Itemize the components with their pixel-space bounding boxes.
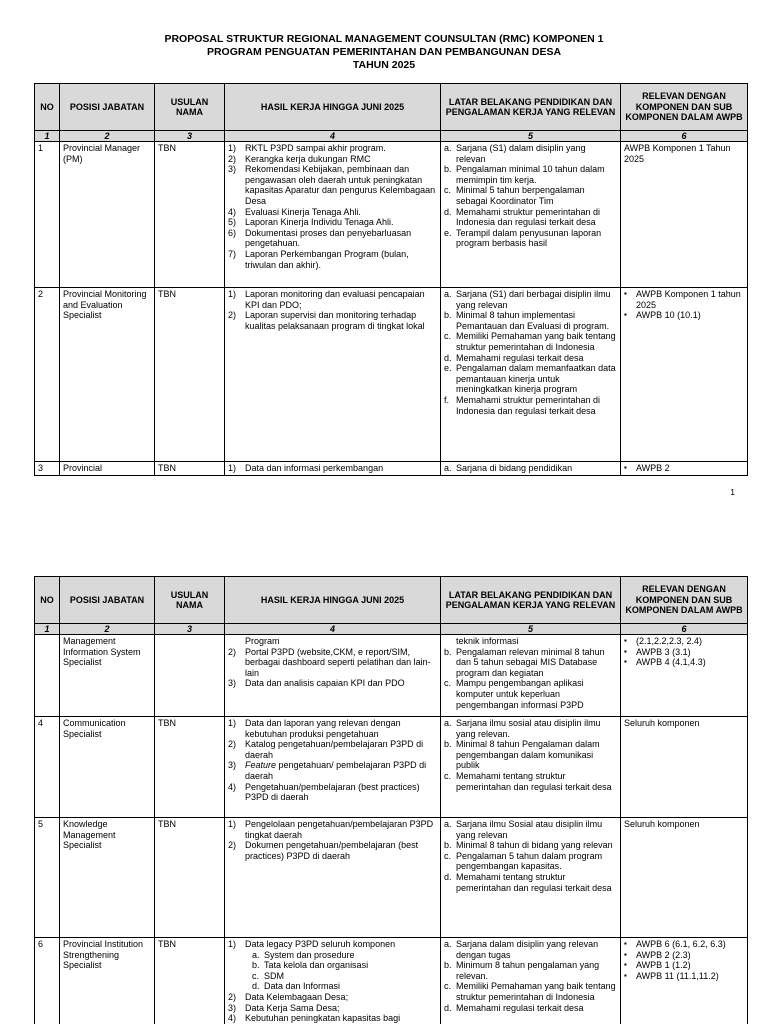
list-marker: e. <box>444 227 452 238</box>
list-item <box>228 782 437 803</box>
table-row <box>35 142 748 288</box>
table-row <box>35 288 748 462</box>
list-text: teknik informasi <box>456 636 519 646</box>
column-number-row <box>35 131 748 142</box>
page-number: 1 <box>730 487 735 497</box>
cell-no: 4 <box>35 717 60 818</box>
cell-position: Provincial Manager (PM) <box>60 142 155 288</box>
list-item <box>444 718 617 739</box>
list-text: Data dan informasi perkembangan <box>245 463 384 473</box>
list-item <box>444 872 617 893</box>
list-item <box>252 981 437 992</box>
list-item <box>444 771 617 792</box>
col-number: 5 <box>441 131 621 142</box>
list-marker: 4) <box>228 206 237 217</box>
list-text: System dan prosedure <box>264 949 355 960</box>
list-text: Mampu pengembangan aplikasi komputer untuk keperluan pengembangan informasi P3PD <box>456 678 584 710</box>
list-marker: 2) <box>228 739 237 750</box>
col-number: 6 <box>621 131 748 142</box>
list-text: Minimal 8 tahun implementasi Pemantauan dan Evaluasi di program. <box>456 310 610 331</box>
header-position: POSISI JABATAN <box>60 577 155 624</box>
item-list <box>228 939 437 950</box>
item-list <box>444 718 617 792</box>
list-text: Dokumen pengetahuan/pembelajaran (best practices) P3PD di daerah <box>245 840 419 861</box>
cell-name: TBN <box>155 818 225 938</box>
list-item <box>228 647 437 679</box>
list-marker: a. <box>444 939 452 949</box>
list-item <box>444 840 617 851</box>
cell-background <box>441 288 621 462</box>
list-text: AWPB 4 (4.1,4.3) <box>636 657 706 668</box>
list-item <box>228 718 437 739</box>
table-row <box>35 938 748 1024</box>
list-item <box>444 143 617 164</box>
table-row <box>35 635 748 717</box>
table-row <box>35 818 748 938</box>
cell-results <box>225 717 441 818</box>
list-text: Minimal 8 tahun Pengalaman dalam pengembangan dalam komunikasi publik <box>456 739 600 771</box>
cell-awpb <box>621 288 748 462</box>
col-number: 1 <box>35 131 60 142</box>
list-item <box>228 1013 437 1024</box>
list-item <box>444 331 617 352</box>
list-marker: c. <box>444 185 452 196</box>
list-item <box>444 185 617 206</box>
list-marker: d. <box>252 981 260 992</box>
list-item <box>228 739 437 760</box>
document-page-2 <box>0 548 768 1024</box>
col-number: 3 <box>155 131 225 142</box>
list-item <box>444 678 617 710</box>
table-header-row <box>35 84 748 131</box>
list-text: Sarjana (S1) dari berbagai disiplin ilmu yang relevan <box>456 289 611 310</box>
item-list <box>228 992 437 1024</box>
list-marker: d. <box>444 352 452 363</box>
item-list <box>228 463 437 474</box>
structure-table-page-1 <box>34 83 748 476</box>
list-item <box>444 395 617 416</box>
list-text: Tata kelola dan organisasi <box>264 960 369 971</box>
list-text: Pengalaman 5 tahun dalam program pengembangan kapasitas. <box>456 850 603 872</box>
list-text: Data legacy P3PD seluruh komponen <box>245 939 396 949</box>
cell-results <box>225 142 441 288</box>
item-list <box>228 819 437 861</box>
header-awpb: RELEVAN DENGAN KOMPONEN DAN SUB KOMPONEN DALAM AWPB <box>621 84 748 131</box>
item-list <box>228 289 437 331</box>
structure-table-page-2 <box>34 576 748 1024</box>
list-marker: 3) <box>228 760 237 771</box>
list-text: Sarjana ilmu sosial atau disiplin ilmu yang relevan. <box>456 718 601 739</box>
list-item <box>228 249 437 270</box>
title-line-2: PROGRAM PENGUATAN PEMERINTAHAN DAN PEMBANGUNAN DESA <box>206 46 562 58</box>
list-marker: 1) <box>228 143 237 153</box>
cell-background <box>441 142 621 288</box>
list-item <box>444 289 617 310</box>
list-item <box>444 981 617 1002</box>
list-text: Memahami regulasi terkait desa <box>456 352 584 363</box>
list-marker: c. <box>444 770 452 781</box>
list-item <box>228 840 437 861</box>
list-item <box>624 950 744 961</box>
list-text: Evaluasi Kinerja Tenaga Ahli. <box>245 206 361 217</box>
list-text: Kerangka kerja dukungan RMC <box>245 153 371 164</box>
list-text: Katalog pengetahuan/pembelajaran P3PD di daerah <box>245 739 424 760</box>
list-text: Memiliki Pemahaman yang baik tentang struktur pemerintahan di Indonesia <box>456 331 616 352</box>
list-item <box>444 739 617 771</box>
list-text: Memahami tentang struktur pemerintahan dan regulasi terkait desa <box>456 770 612 792</box>
list-item <box>228 1003 437 1014</box>
list-text: Pengalaman minimal 10 tahun dalam memimpin tim kerja. <box>456 164 605 185</box>
cell-background <box>441 818 621 938</box>
list-text: Sarjana ilmu Sosial atau disiplin ilmu yang relevan <box>456 819 603 840</box>
list-text: Minimal 5 tahun berpengalaman sebagai Koordinator Tim <box>456 185 585 206</box>
list-text: AWPB Komponen 1 tahun 2025 <box>636 289 741 310</box>
col-number: 6 <box>621 624 748 635</box>
list-text: Memahami tentang struktur pemerintahan dan regulasi terkait desa <box>456 871 612 893</box>
list-item <box>624 636 744 647</box>
list-marker: a. <box>252 949 260 960</box>
list-marker: a. <box>444 289 452 299</box>
list-item <box>444 939 617 960</box>
list-text: Minimal 8 tahun di bidang yang relevan <box>456 840 613 851</box>
cell-no <box>35 635 60 717</box>
list-marker: f. <box>444 394 450 405</box>
list-text: Laporan monitoring dan evaluasi pencapaian KPI dan PDO; <box>245 289 425 310</box>
item-list <box>252 950 437 992</box>
list-marker: b. <box>444 164 452 175</box>
list-text: Laporan Kinerja Individu Tenaga Ahli. <box>245 217 394 228</box>
item-list <box>228 636 437 689</box>
cell-background <box>441 938 621 1024</box>
list-item <box>228 463 437 474</box>
list-item <box>252 971 437 982</box>
cell-position: Provincial <box>60 462 155 476</box>
list-item <box>444 819 617 840</box>
list-marker: 3) <box>228 1002 237 1013</box>
awpb-text: Seluruh komponen <box>624 819 700 829</box>
list-marker: 2) <box>228 991 237 1002</box>
cell-name: TBN <box>155 142 225 288</box>
document-title <box>0 33 768 72</box>
list-text: Memahami struktur pemerintahan di Indonesia dan regulasi terkait desa <box>456 394 601 416</box>
awpb-list <box>624 463 744 474</box>
cell-awpb <box>621 462 748 476</box>
list-item <box>444 207 617 228</box>
table-header-row <box>35 577 748 624</box>
awpb-text: AWPB Komponen 1 Tahun 2025 <box>624 143 731 164</box>
list-marker: 1) <box>228 463 237 473</box>
cell-position: Provincial Institution Strengthening Specialist <box>60 938 155 1024</box>
col-number: 5 <box>441 624 621 635</box>
list-marker: a. <box>444 819 452 829</box>
cell-awpb <box>621 717 748 818</box>
cell-background <box>441 635 621 717</box>
header-results: HASIL KERJA HINGGA JUNI 2025 <box>225 84 441 131</box>
list-text: AWPB 10 (10.1) <box>636 310 701 321</box>
header-awpb: RELEVAN DENGAN KOMPONEN DAN SUB KOMPONEN DALAM AWPB <box>621 577 748 624</box>
list-text: RKTL P3PD sampai akhir program. <box>245 143 386 153</box>
list-item <box>252 960 437 971</box>
bullet-icon: ▪ <box>624 960 627 970</box>
cell-name: TBN <box>155 462 225 476</box>
list-item <box>228 678 437 689</box>
list-text: (2.1,2.2,2.3, 2.4) <box>636 636 703 646</box>
list-text: Rekomendasi Kebijakan, pembinaan dan pengawasan oleh daerah untuk peningkatan kapasitas Aparatur dan pengurus Kelembagaan Desa <box>245 164 436 206</box>
list-marker: b. <box>444 739 452 750</box>
item-list <box>228 718 437 803</box>
list-item <box>228 992 437 1003</box>
item-list <box>444 819 617 893</box>
list-text: Pengetahuan/pembelajaran (best practices) P3PD di daerah <box>245 781 420 803</box>
cell-name: TBN <box>155 938 225 1024</box>
list-marker: e. <box>444 363 452 374</box>
list-item <box>624 463 744 474</box>
list-marker: 2) <box>228 646 237 657</box>
list-item <box>444 960 617 981</box>
list-marker: c. <box>444 850 452 861</box>
list-text: AWPB 3 (3.1) <box>636 646 691 657</box>
awpb-list <box>624 289 744 321</box>
list-item <box>228 228 437 249</box>
list-item <box>624 647 744 658</box>
list-text: Pengelolaan pengetahuan/pembelajaran P3PD tingkat daerah <box>245 819 434 840</box>
list-marker: b. <box>252 960 260 971</box>
header-name: USULAN NAMA <box>155 84 225 131</box>
list-text: Sarjana dalam disiplin yang relevan dengan tugas <box>456 939 599 960</box>
list-text: AWPB 6 (6.1, 6.2, 6.3) <box>636 939 726 949</box>
bullet-icon: ▪ <box>624 657 627 667</box>
list-text: Terampil dalam penyusunan laporan program berbasis hasil <box>456 227 602 249</box>
list-marker: 1) <box>228 718 237 728</box>
list-item <box>624 310 744 321</box>
header-results: HASIL KERJA HINGGA JUNI 2025 <box>225 577 441 624</box>
bullet-icon: ▪ <box>624 289 627 298</box>
cell-no: 2 <box>35 288 60 462</box>
title-line-1: PROPOSAL STRUKTUR REGIONAL MANAGEMENT COUNSULTAN (RMC) KOMPONEN 1 <box>164 33 604 45</box>
list-item <box>624 289 744 310</box>
title-line-3: TAHUN 2025 <box>352 59 416 71</box>
list-marker: a. <box>444 463 452 473</box>
list-text: Minimum 8 tahun pengalaman yang relevan. <box>456 960 600 981</box>
list-text: Pengalaman dalam memanfaatkan data pemantauan kinerja untuk meningkatkan kinerja program <box>456 363 616 395</box>
list-marker: 1) <box>228 289 237 299</box>
list-text: Portal P3PD (website,CKM, e report/SIM, berbagai dashboard seperti pelatihan dan lain-lain <box>245 646 431 678</box>
cell-results <box>225 288 441 462</box>
list-item <box>444 363 617 395</box>
list-marker: b. <box>444 646 452 657</box>
list-item <box>444 647 617 679</box>
list-text: Data Kelembagaan Desa; <box>245 991 349 1002</box>
item-list <box>444 289 617 416</box>
header-no: NO <box>35 577 60 624</box>
item-list <box>444 939 617 1013</box>
list-marker: d. <box>444 206 452 217</box>
list-text: Dokumentasi proses dan penyebarluasan pengetahuan. <box>245 227 412 249</box>
list-marker: b. <box>444 960 452 971</box>
cell-results <box>225 462 441 476</box>
bullet-icon: ▪ <box>624 646 627 656</box>
cell-awpb <box>621 142 748 288</box>
cell-awpb <box>621 635 748 717</box>
col-number: 2 <box>60 624 155 635</box>
list-text: Data Kerja Sama Desa; <box>245 1002 340 1013</box>
col-number: 4 <box>225 624 441 635</box>
awpb-text: Seluruh komponen <box>624 718 700 728</box>
list-marker: c. <box>444 678 452 689</box>
list-item <box>624 657 744 668</box>
list-item <box>444 851 617 872</box>
list-text: Laporan Perkembangan Program (bulan, triwulan dan akhir). <box>245 248 409 270</box>
list-item <box>624 960 744 971</box>
list-marker: a. <box>444 143 452 153</box>
col-number: 2 <box>60 131 155 142</box>
list-item <box>228 217 437 228</box>
list-item <box>228 760 437 781</box>
list-marker: b. <box>444 310 452 321</box>
list-marker: 2) <box>228 310 237 321</box>
list-text: Data dan laporan yang relevan dengan kebutuhan produksi pengetahuan <box>245 718 401 739</box>
header-background: LATAR BELAKANG PENDIDIKAN DAN PENGALAMAN KERJA YANG RELEVAN <box>441 577 621 624</box>
list-item <box>444 353 617 364</box>
table-row <box>35 717 748 818</box>
col-number: 4 <box>225 131 441 142</box>
cell-background <box>441 462 621 476</box>
cell-name: TBN <box>155 717 225 818</box>
list-item <box>444 164 617 185</box>
list-item <box>624 939 744 950</box>
item-list <box>444 463 617 474</box>
list-marker: c. <box>444 981 452 992</box>
cell-no: 3 <box>35 462 60 476</box>
list-text: Sarjana (S1) dalam disiplin yang relevan <box>456 143 586 164</box>
list-item <box>228 207 437 218</box>
list-item <box>444 636 617 647</box>
header-background: LATAR BELAKANG PENDIDIKAN DAN PENGALAMAN KERJA YANG RELEVAN <box>441 84 621 131</box>
list-text: AWPB 1 (1.2) <box>636 960 691 971</box>
list-item <box>228 164 437 206</box>
cell-awpb <box>621 938 748 1024</box>
bullet-icon: ▪ <box>624 636 627 645</box>
list-marker: 5) <box>228 217 237 228</box>
list-text: Memahami struktur pemerintahan di Indonesia dan regulasi terkait desa <box>456 206 601 228</box>
list-item <box>624 971 744 982</box>
list-item <box>228 154 437 165</box>
list-item <box>444 1003 617 1014</box>
list-marker: 1) <box>228 819 237 829</box>
list-item <box>444 310 617 331</box>
list-text: Kebutuhan peningkatan kapasitas bagi <box>245 1013 401 1024</box>
list-text: AWPB 2 <box>636 463 670 473</box>
item-list <box>228 143 437 270</box>
cell-no: 6 <box>35 938 60 1024</box>
header-name: USULAN NAMA <box>155 577 225 624</box>
list-marker: b. <box>444 840 452 851</box>
cell-results <box>225 635 441 717</box>
bullet-icon: ▪ <box>624 939 627 948</box>
list-marker: 2) <box>228 153 237 164</box>
list-text: Data dan Informasi <box>264 981 341 992</box>
item-list <box>444 143 617 249</box>
cell-awpb <box>621 818 748 938</box>
col-number: 3 <box>155 624 225 635</box>
list-text: AWPB 2 (2.3) <box>636 949 691 960</box>
bullet-icon: ▪ <box>624 970 627 980</box>
list-text: Feature pengetahuan/ pembelajaran P3PD di daerah <box>245 760 427 781</box>
list-item <box>228 939 437 950</box>
cell-results <box>225 818 441 938</box>
list-marker: 4) <box>228 1013 237 1024</box>
list-item <box>228 819 437 840</box>
list-text: AWPB 11 (11.1,11.2) <box>636 970 719 981</box>
list-marker: 4) <box>228 781 237 792</box>
cell-background <box>441 717 621 818</box>
list-text: Data dan analisis capaian KPI dan PDO <box>245 678 405 689</box>
list-item <box>228 289 437 310</box>
document-page-1 <box>0 0 768 500</box>
cell-no: 5 <box>35 818 60 938</box>
list-item <box>228 310 437 331</box>
list-marker: c. <box>444 331 452 342</box>
cell-position: Management Information System Specialist <box>60 635 155 717</box>
list-text: Laporan supervisi dan monitoring terhadap kualitas pelaksanaan program di tingkat lokal <box>245 310 425 331</box>
cell-results <box>225 938 441 1024</box>
cell-position: Communication Specialist <box>60 717 155 818</box>
list-item <box>228 636 437 647</box>
cell-no: 1 <box>35 142 60 288</box>
list-marker: d. <box>444 1002 452 1013</box>
list-text: Sarjana di bidang pendidikan <box>456 463 573 473</box>
list-item <box>252 950 437 961</box>
item-list <box>444 636 617 710</box>
list-item <box>444 463 617 474</box>
awpb-list <box>624 636 744 668</box>
list-text: Memahami regulasi terkait desa <box>456 1002 584 1013</box>
list-marker: 6) <box>228 227 237 238</box>
col-number: 1 <box>35 624 60 635</box>
list-marker: 7) <box>228 248 237 259</box>
list-item <box>228 143 437 154</box>
awpb-list <box>624 939 744 981</box>
cell-name: TBN <box>155 288 225 462</box>
list-marker: d. <box>444 871 452 882</box>
list-text: SDM <box>264 970 284 981</box>
table-row <box>35 462 748 476</box>
list-item <box>444 228 617 249</box>
bullet-icon: ▪ <box>624 949 627 959</box>
list-marker: c. <box>252 970 260 981</box>
bullet-icon: ▪ <box>624 310 627 320</box>
list-text: Memiliki Pemahaman yang baik tentang struktur pemerintahan di Indonesia <box>456 981 616 1002</box>
list-marker: 2) <box>228 840 237 851</box>
list-marker: 1) <box>228 939 237 949</box>
bullet-icon: ▪ <box>624 463 627 472</box>
list-marker: 3) <box>228 678 237 689</box>
list-text: Pengalaman relevan minimal 8 tahun dan 5 tahun sebagai MIS Database program dan kegiatan <box>456 646 605 678</box>
cell-name <box>155 635 225 717</box>
list-text: Program <box>245 636 280 646</box>
list-marker: a. <box>444 718 452 728</box>
column-number-row <box>35 624 748 635</box>
header-position: POSISI JABATAN <box>60 84 155 131</box>
cell-position: Knowledge Management Specialist <box>60 818 155 938</box>
cell-position: Provincial Monitoring and Evaluation Specialist <box>60 288 155 462</box>
header-no: NO <box>35 84 60 131</box>
list-marker: 3) <box>228 164 237 175</box>
